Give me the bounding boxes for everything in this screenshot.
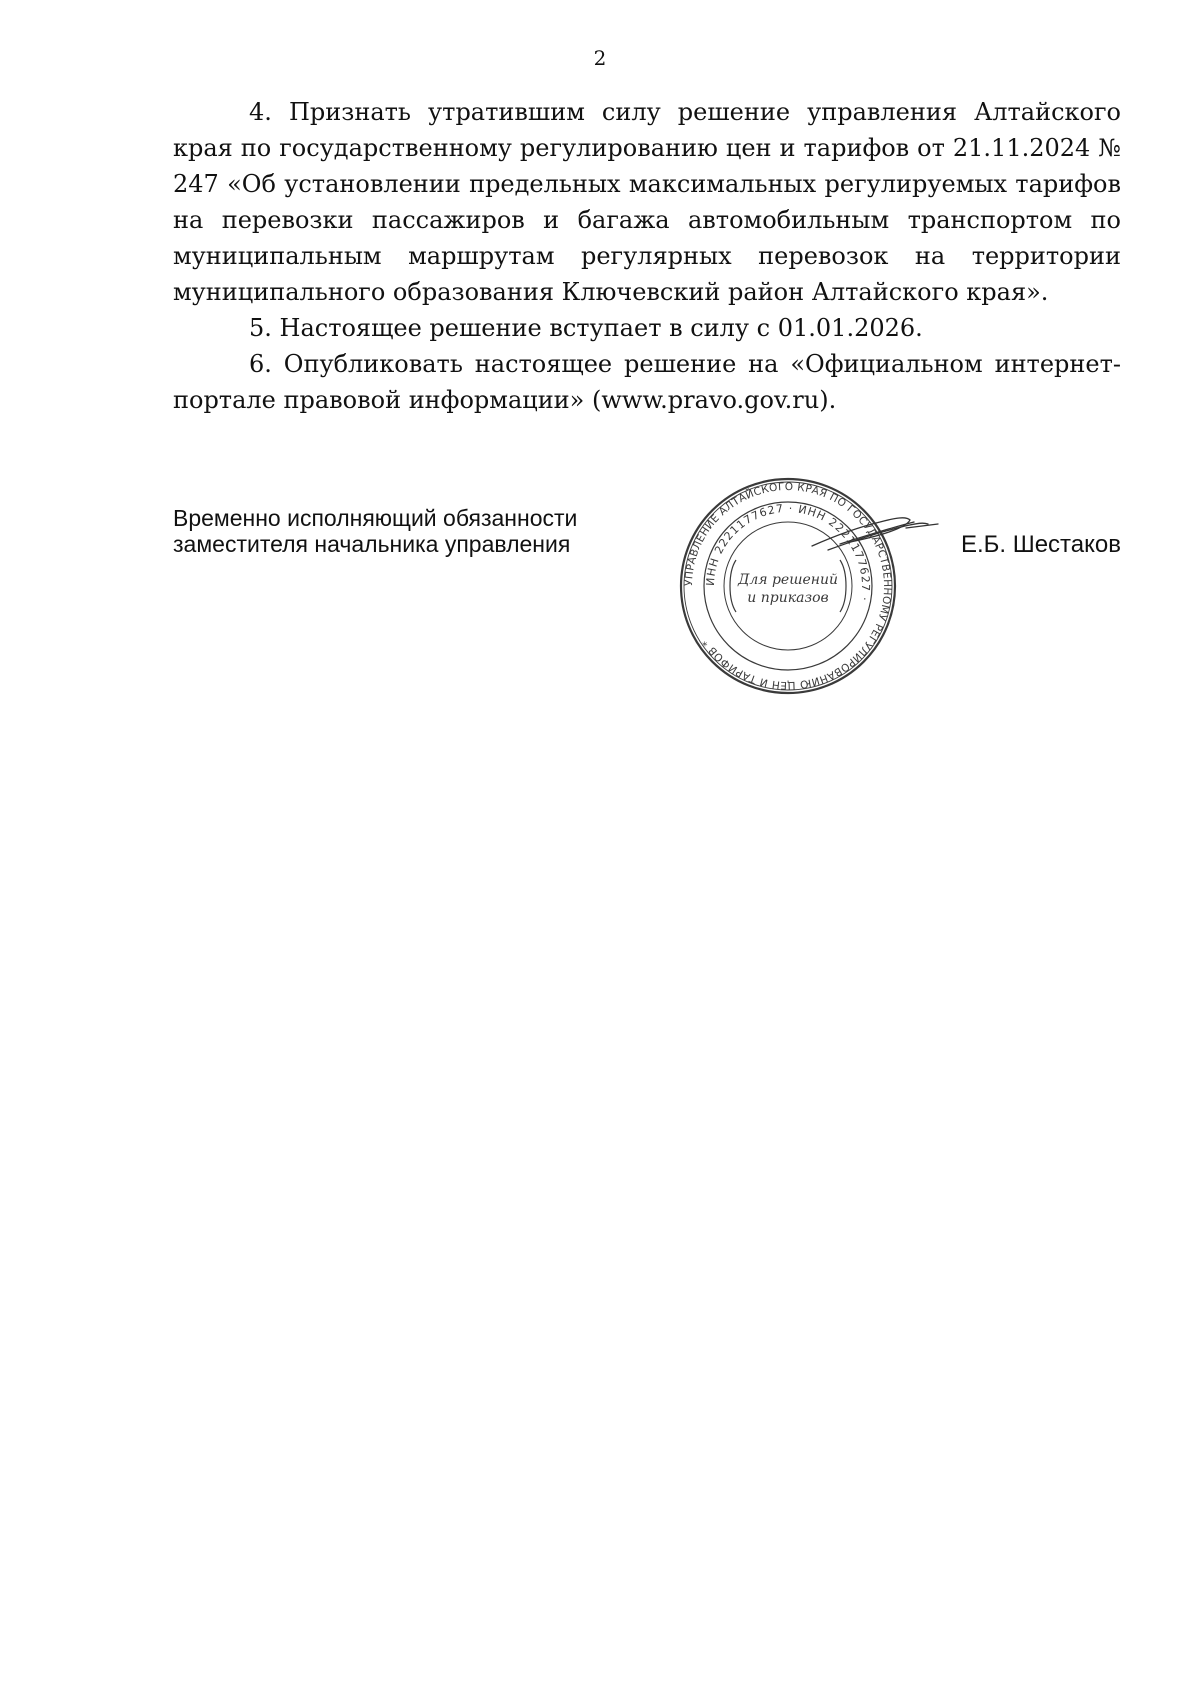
signatory-position-line-1: Временно исполняющий обязанности (173, 505, 578, 531)
paragraph-6: 6. Опубликовать настоящее решение на «Официальном интернет-портале правовой информации» (www.pravo.gov.ru). (173, 350, 1121, 414)
paragraph-5: 5. Настоящее решение вступает в силу с 01.01.2026. (249, 314, 923, 342)
document-body (173, 94, 1121, 418)
official-seal-stamp (678, 476, 898, 696)
signatory-name: Е.Б. Шестаков (960, 531, 1121, 558)
seal-outer-ring-text: УПРАВЛЕНИЕ АЛТАЙСКОГО КРАЯ ПО ГОСУДАРСТВЕННОМУ РЕГУЛИРОВАНИЮ ЦЕН И ТАРИФОВ * (682, 480, 894, 692)
signatory-position (173, 505, 673, 557)
signatory-position-line-2: заместителя начальника управления (173, 531, 571, 557)
seal-center-line-1: Для решений (737, 572, 839, 588)
paragraph-4: 4. Признать утратившим силу решение управления Алтайского края по государственному регулированию цен и тарифов от 21.11.2024 № 247 «Об установлении предельных максимальных регулируемых тарифов на перевозки пассажиров и багажа автомобильным транспортом по муниципальным маршрутам регулярных перевозок на территории муниципального образования Ключевский район Алтайского края». (173, 98, 1121, 306)
page-number: 2 (593, 46, 607, 70)
seal-inn-text: ИНН 2221177627 · ИНН 2221177627 · (703, 501, 873, 603)
seal-center-line-2: и приказов (747, 590, 829, 606)
